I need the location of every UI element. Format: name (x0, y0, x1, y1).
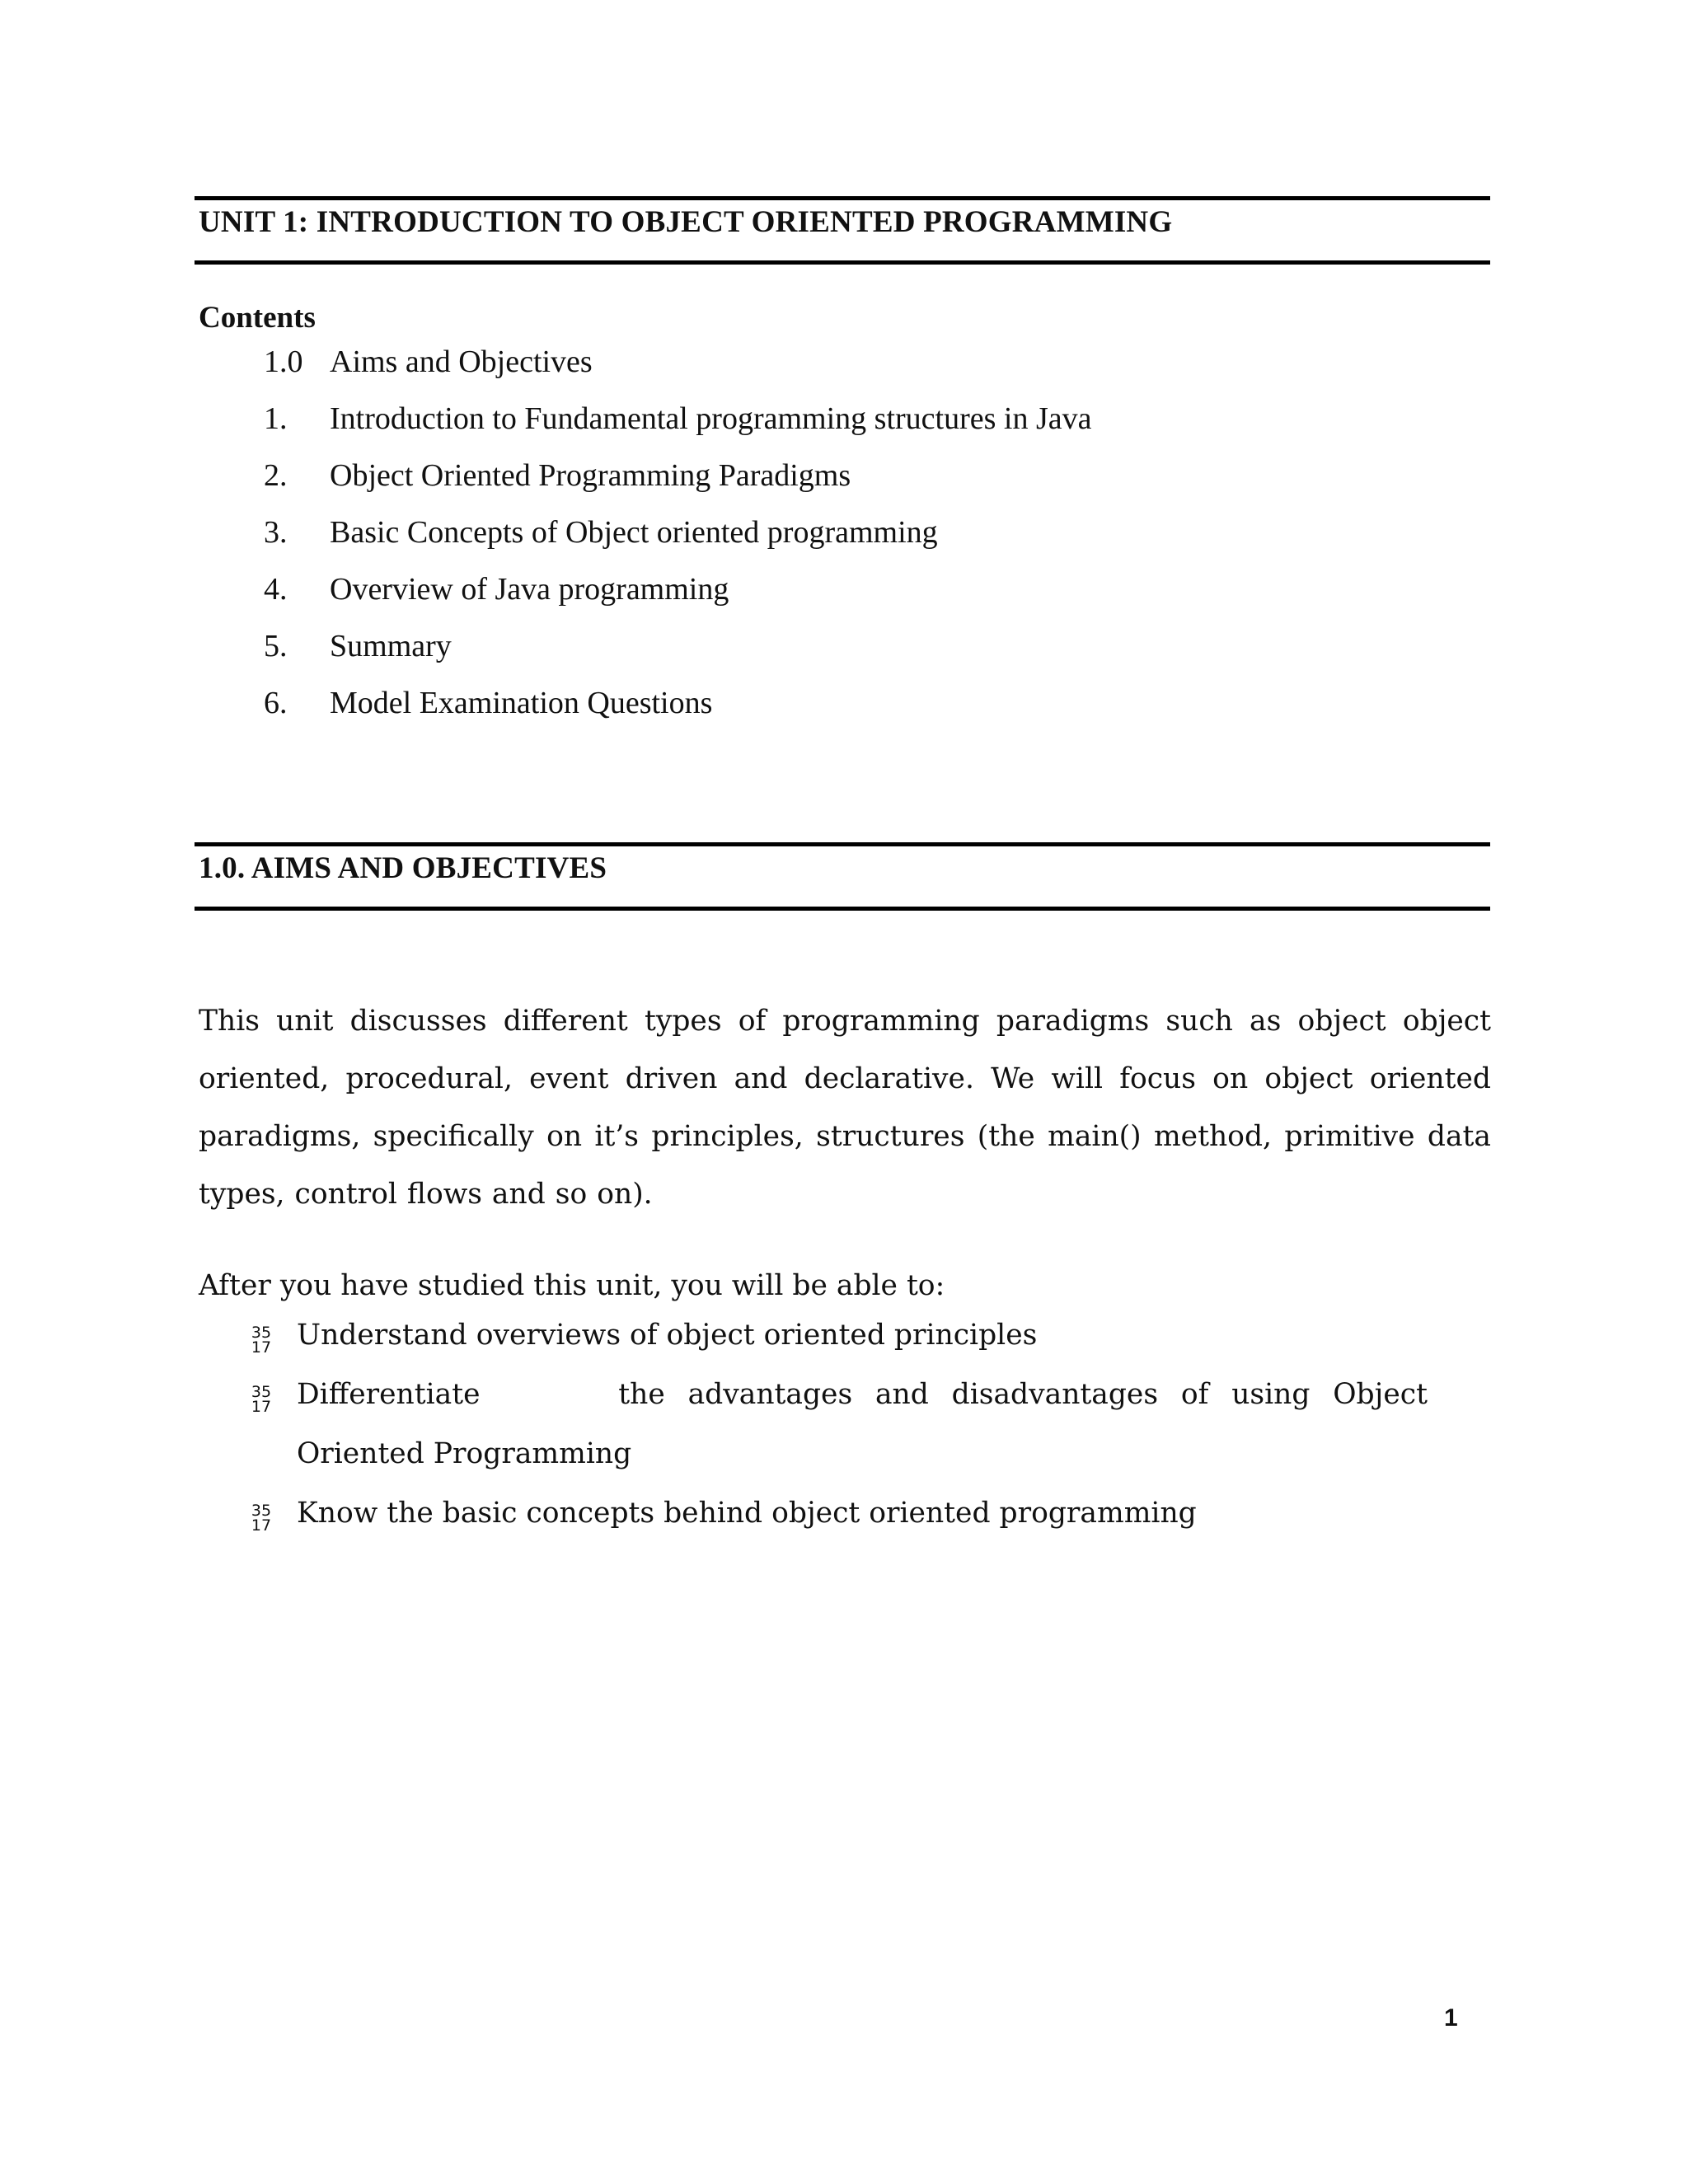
objectives-lead-in: After you have studied this unit, you will be able to: (199, 1269, 945, 1302)
page-number: 1 (1444, 2004, 1458, 2032)
objective-text: Know the basic concepts behind object oriented programming (297, 1497, 1197, 1530)
bullet-glyph: 35 17 (251, 1383, 272, 1416)
objective-text: Understand overviews of object oriented principles (297, 1319, 1038, 1352)
contents-item: 4. Overview of Java programming (264, 572, 729, 607)
unit-title: UNIT 1: INTRODUCTION TO OBJECT ORIENTED PROGRAMMING (199, 205, 1173, 239)
intro-paragraph: This unit discusses different types of programming paradigms such as object object oriented, procedural, event driven and declarative. We will focus on object oriented paradigms, specifically on it’s principles, structures (the main() method, primitive data types, control flows and so on). (199, 1005, 1491, 1211)
objective-text: Differentiate the advantages and disadvantages of using Object Oriented Programming (297, 1378, 1428, 1470)
section-bottom-rule (195, 907, 1490, 911)
contents-item: 5. Summary (264, 629, 452, 663)
contents-item: 3. Basic Concepts of Object oriented programming (264, 515, 938, 550)
section-top-rule (195, 842, 1490, 846)
title-top-rule (195, 196, 1490, 200)
contents-list (264, 340, 1091, 738)
contents-item: 1. Introduction to Fundamental programming structures in Java (264, 401, 1092, 436)
contents-item: 1.0 Aims and Objectives (264, 344, 593, 379)
contents-item: 6. Model Examination Questions (264, 686, 713, 720)
title-bottom-rule (195, 260, 1490, 265)
contents-label: Contents (199, 301, 316, 335)
bullet-glyph: 35 17 (251, 1502, 272, 1535)
bullet-glyph: 35 17 (251, 1324, 272, 1357)
contents-item: 2. Object Oriented Programming Paradigms (264, 458, 851, 493)
section-heading: 1.0. AIMS AND OBJECTIVES (199, 851, 607, 885)
